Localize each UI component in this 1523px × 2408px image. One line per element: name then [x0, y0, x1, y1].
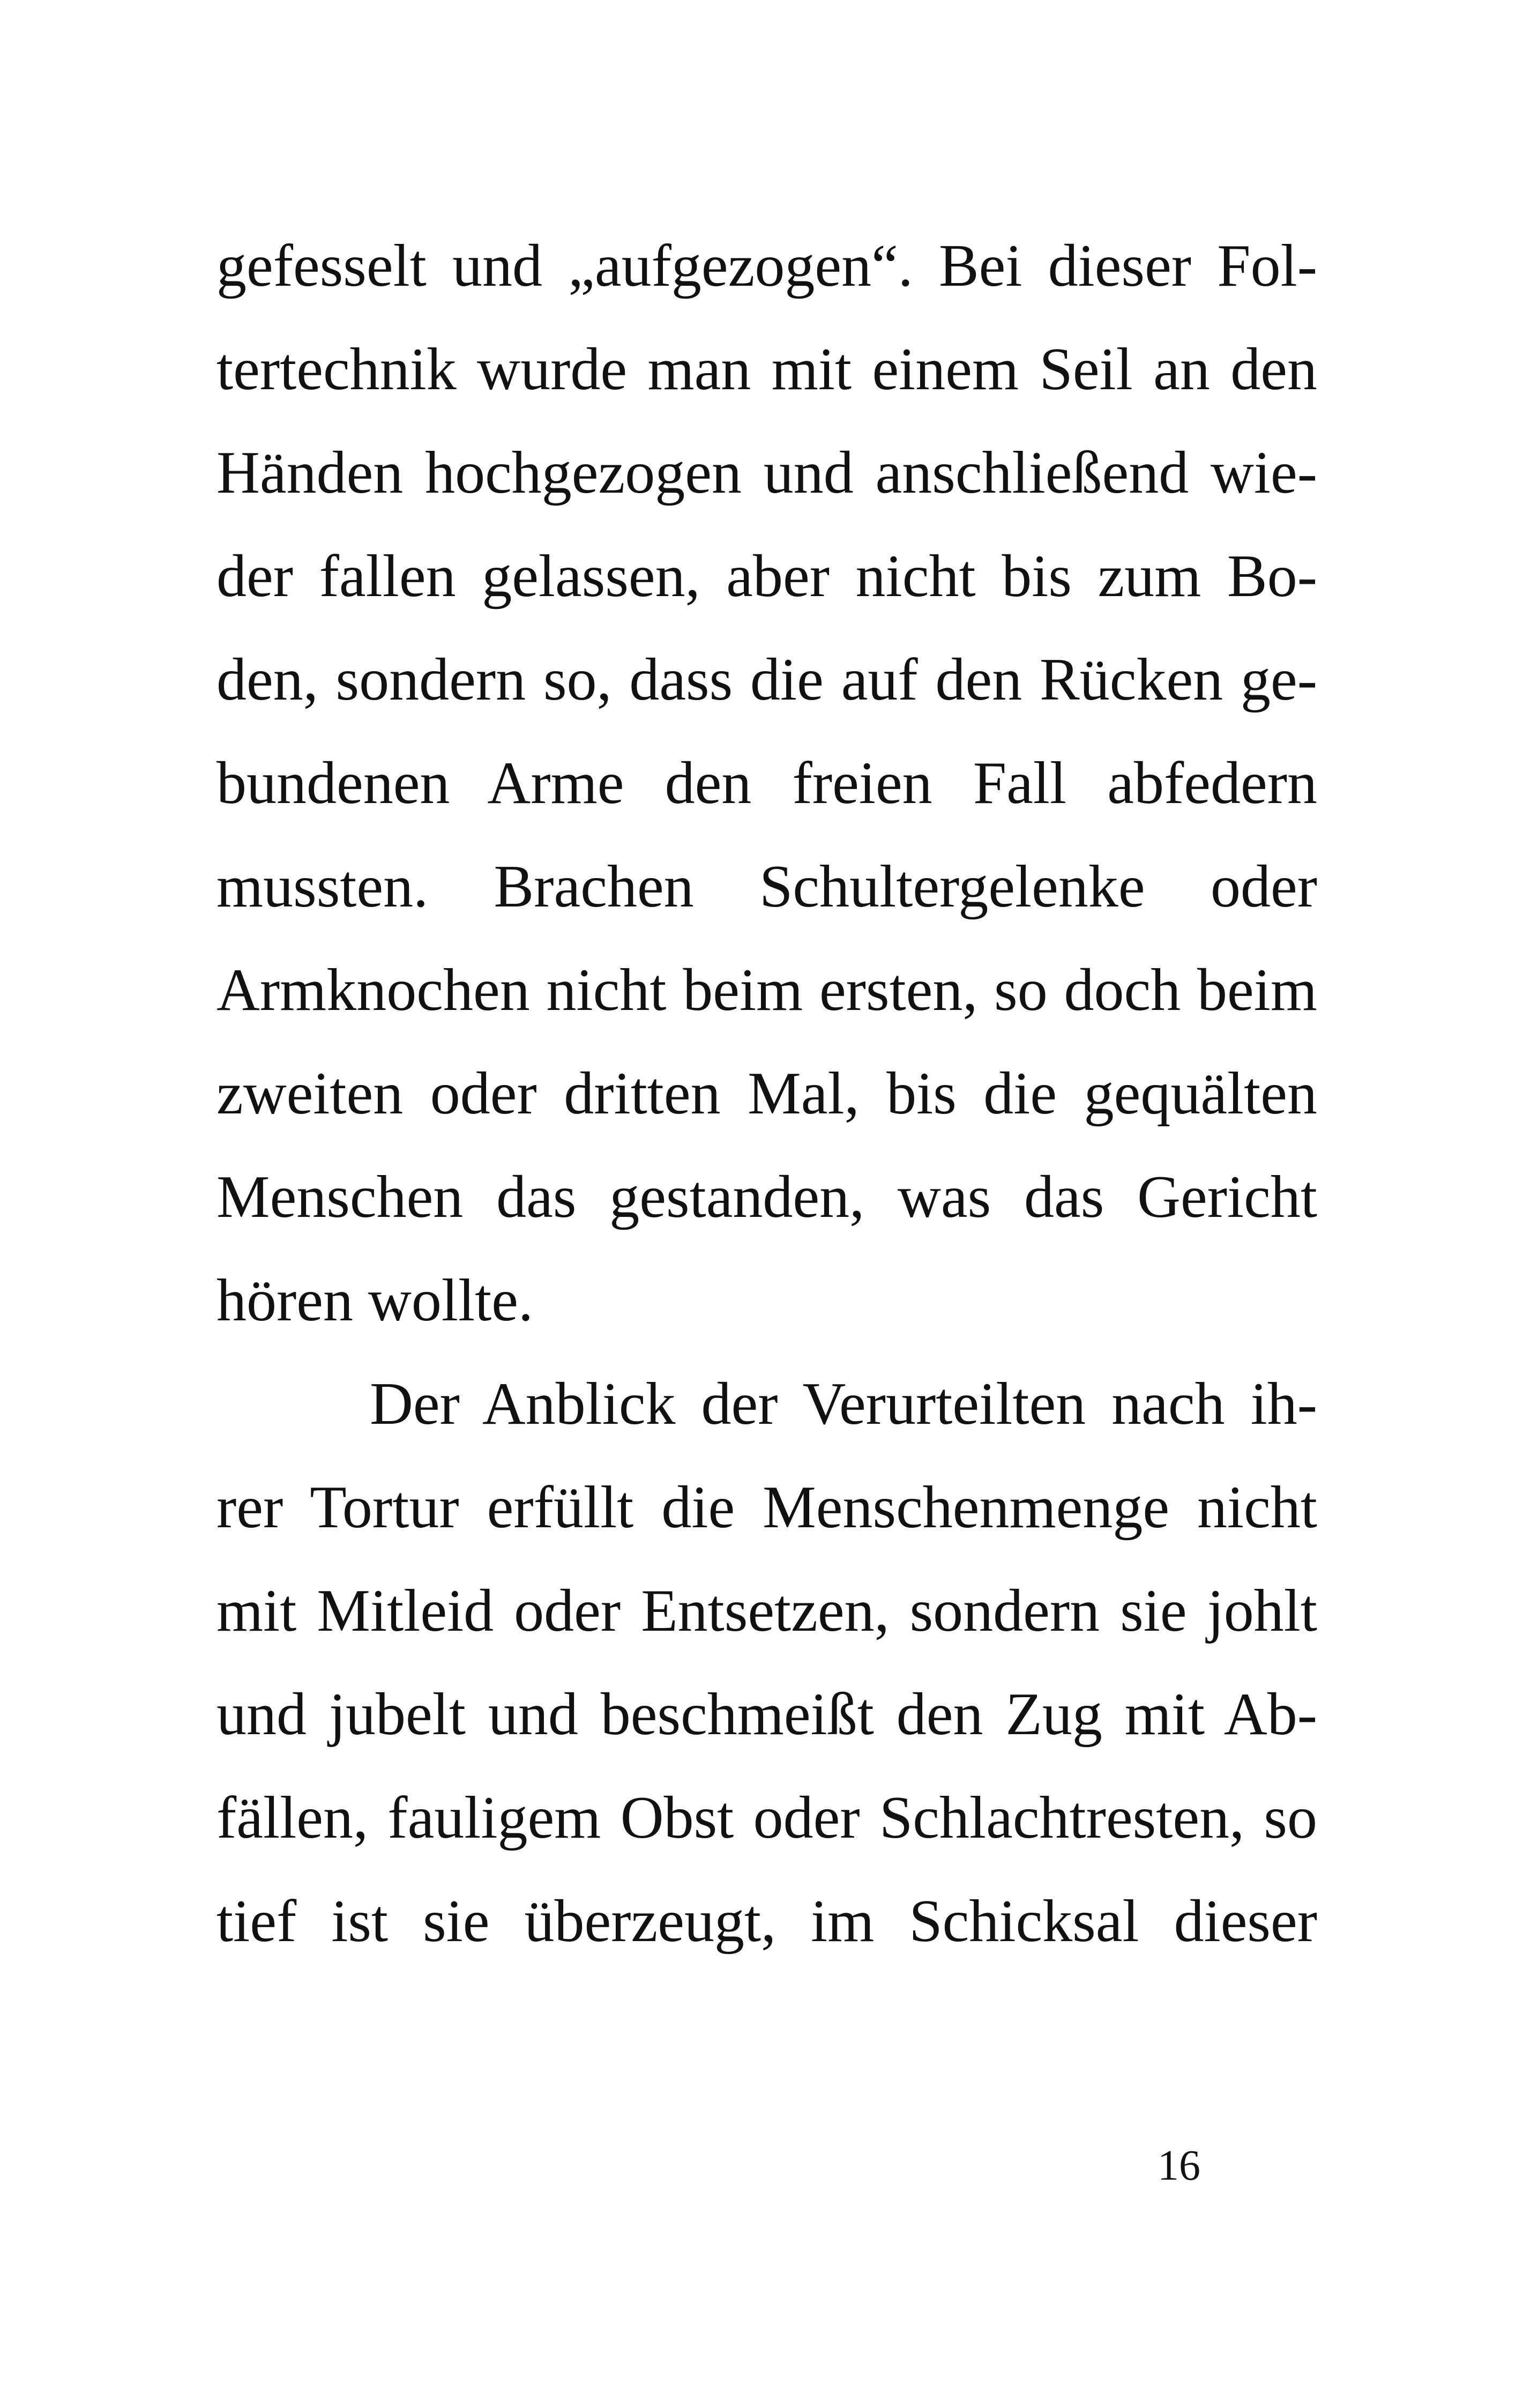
- text-line: gefesselt und „aufgezogen“. Bei dieser Fol-: [216, 233, 1317, 299]
- text-line: Menschen das gestanden, was das Gericht: [216, 1164, 1317, 1230]
- text-line: mussten. Brachen Schultergelenke oder: [216, 853, 1317, 920]
- text-line: zweiten oder dritten Mal, bis die gequälten: [216, 1060, 1317, 1127]
- text-line: und jubelt und beschmeißt den Zug mit Ab-: [216, 1681, 1317, 1748]
- text-line: Armknochen nicht beim ersten, so doch beim: [216, 957, 1317, 1023]
- text-line-paragraph-start: Der Anblick der Verurteilten nach ih-: [370, 1371, 1317, 1437]
- text-line: den, sondern so, dass die auf den Rücken ge-: [216, 646, 1317, 713]
- text-line: tertechnik wurde man mit einem Seil an den: [216, 336, 1317, 403]
- text-line: bundenen Arme den freien Fall abfedern: [216, 750, 1317, 816]
- page-number: 16: [1158, 2142, 1200, 2189]
- text-line: der fallen gelassen, aber nicht bis zum Bo-: [216, 543, 1317, 610]
- text-line: mit Mitleid oder Entsetzen, sondern sie johlt: [216, 1578, 1317, 1644]
- text-line: fällen, fauligem Obst oder Schlachtresten, so: [216, 1785, 1317, 1851]
- text-line: tief ist sie überzeugt, im Schicksal dieser: [216, 1888, 1317, 1954]
- text-line: rer Tortur erfüllt die Menschenmenge nicht: [216, 1474, 1317, 1541]
- body-text: [216, 214, 1317, 1973]
- text-line: Händen hochgezogen und anschließend wie-: [216, 440, 1317, 506]
- text-line-paragraph-end: hören wollte.: [216, 1267, 533, 1334]
